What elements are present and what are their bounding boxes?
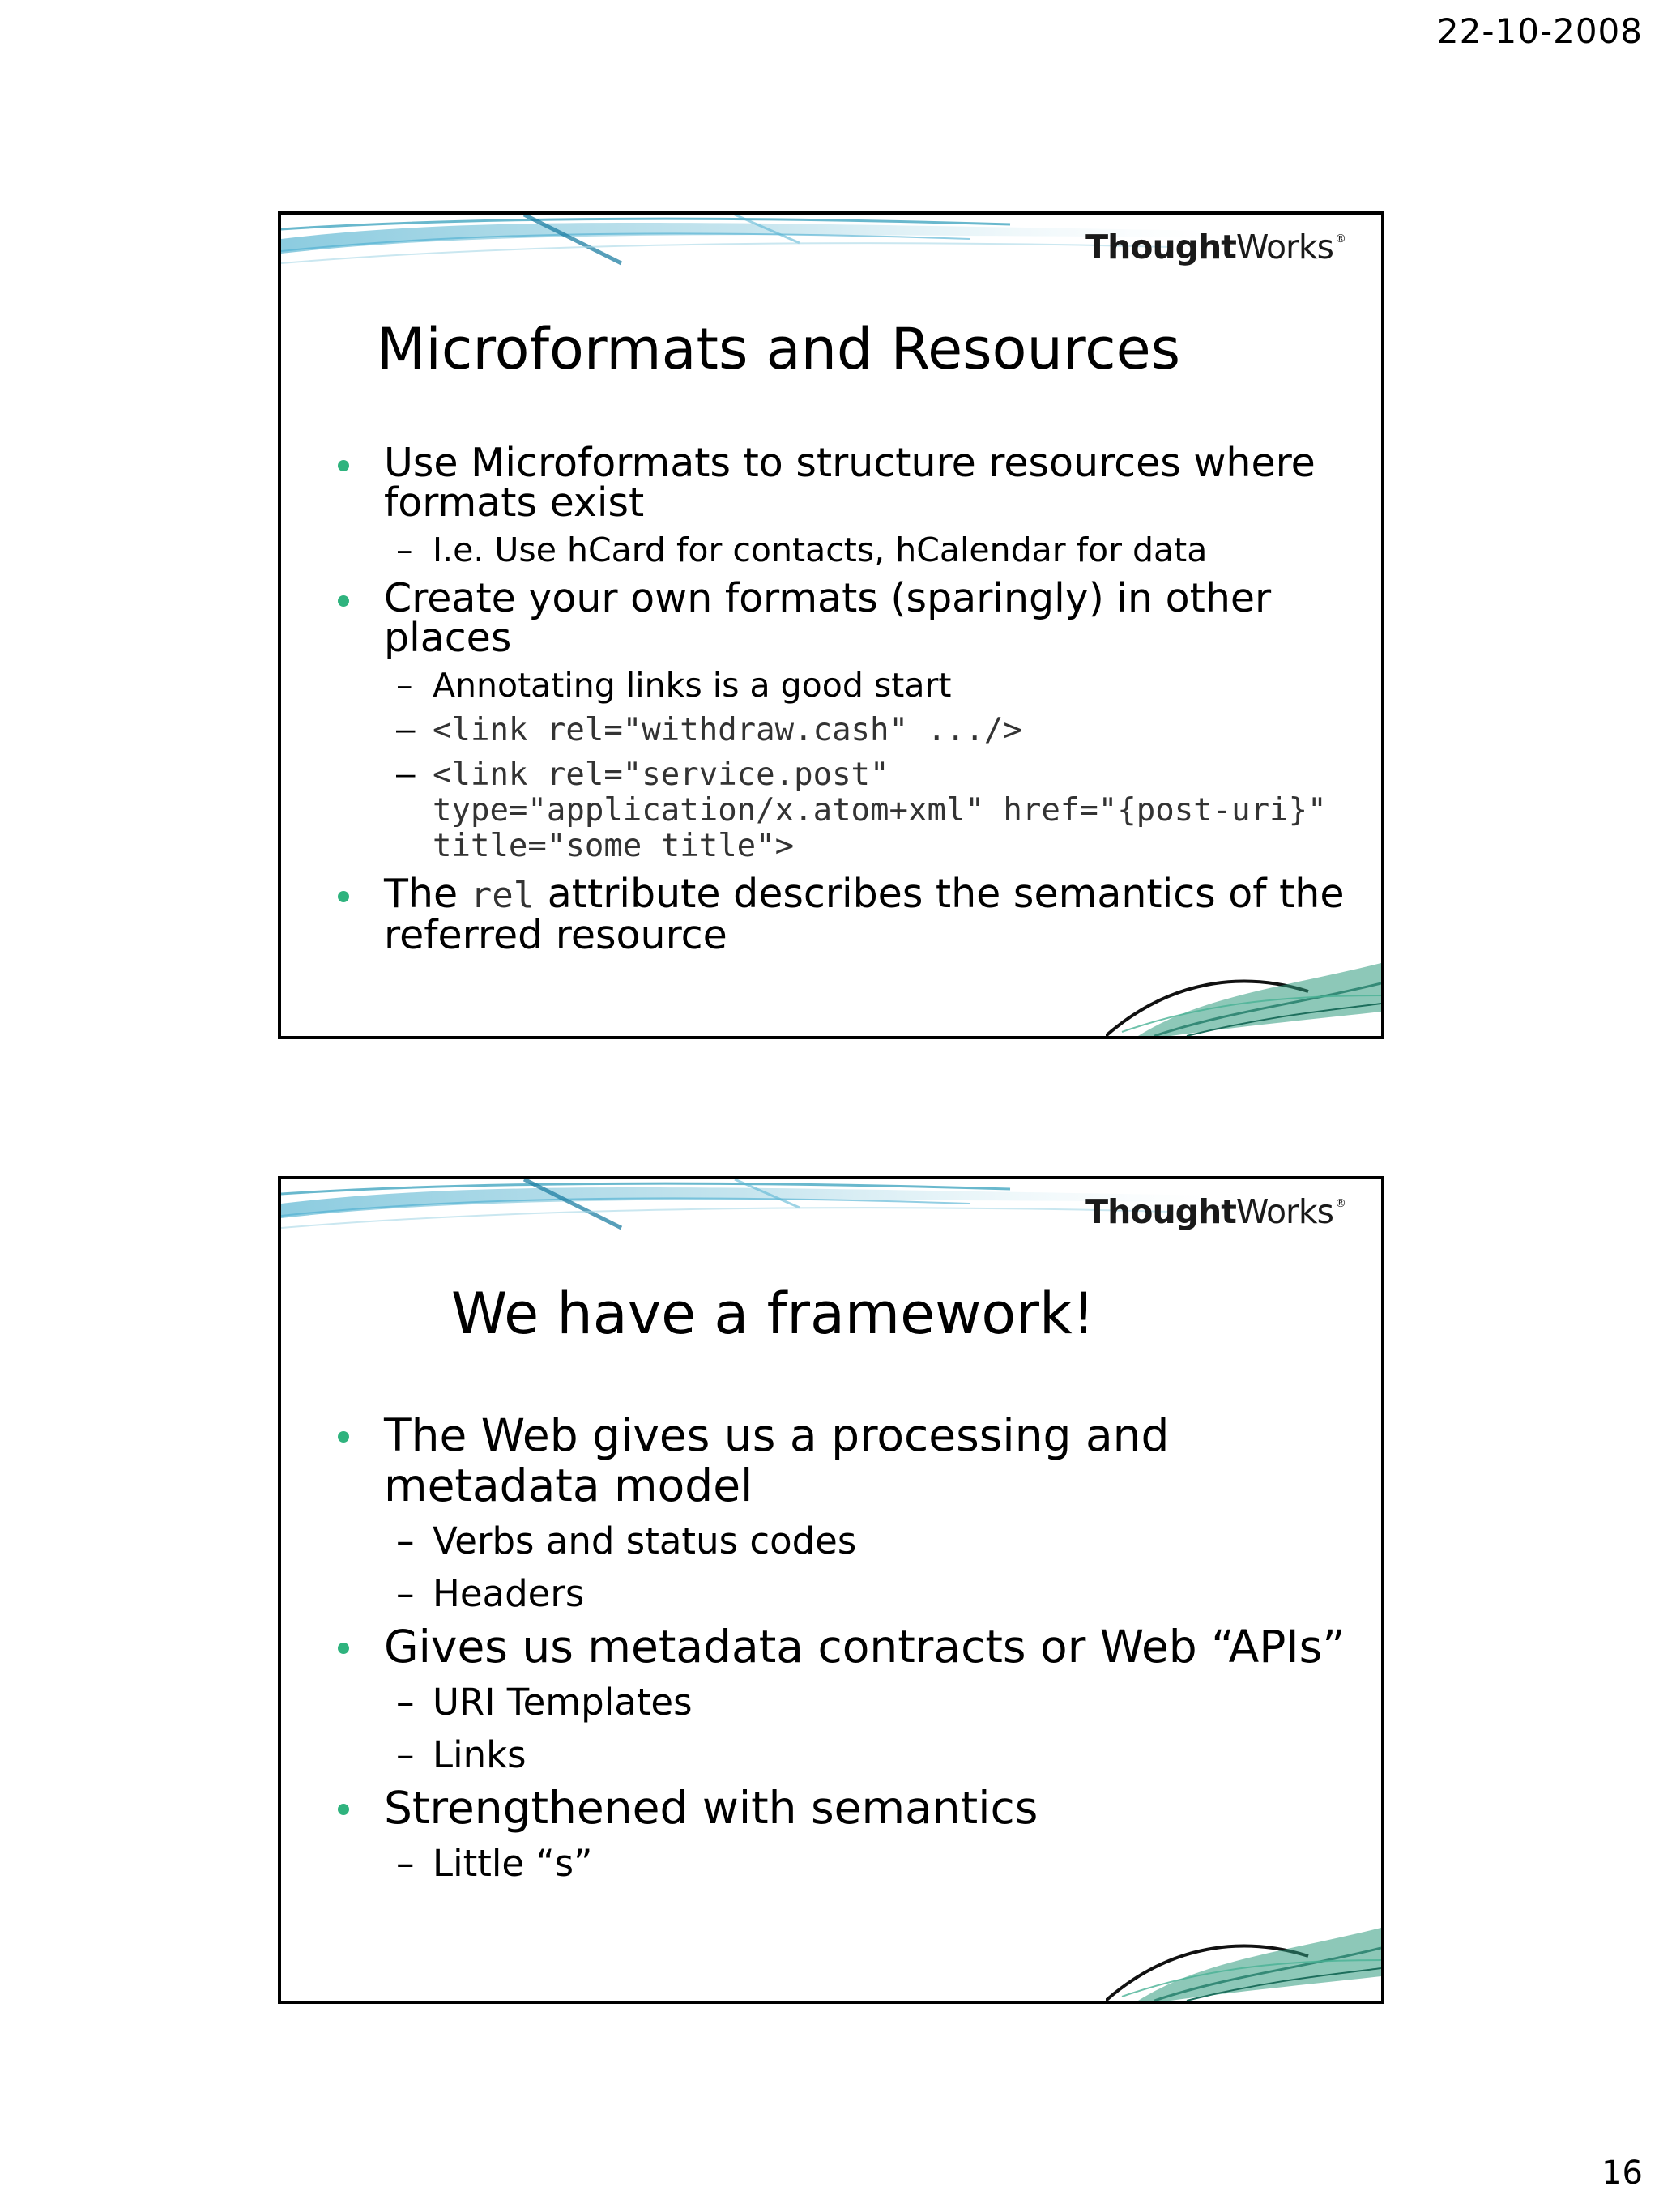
bullet-item [338,575,1357,864]
bullet-text: Strengthened with semantics [384,1782,1038,1834]
bullet-text: Create your own formats (sparingly) in other places [384,575,1272,661]
sub-bullet-item: – Annotating links is a good start [396,666,952,705]
bullet-dot-icon [338,595,349,607]
print-date: 22-10-2008 [1436,11,1643,51]
bullet-item: The rel attribute describes the semantics of the referred resource [338,874,1357,955]
sub-bullet-item: – Little “s” [396,1842,593,1885]
sub-bullet-item: – Links [396,1733,527,1776]
bullet-item [338,440,1357,569]
inline-code: rel [470,875,535,916]
bullet-list [338,433,1357,958]
sub-bullet-item: – I.e. Use hCard for contacts, hCalendar for data [396,531,1208,569]
slide-title: Microformats and Resources [377,316,1181,382]
code-sub-bullet: – <link rel="service.post" type="application/x.atom+xml" href="{post-uri}" title="some title"> [396,757,1327,864]
bullet-text: Use Microformats to structure resources where formats exist [384,440,1316,526]
bullet-item [338,1622,1357,1777]
bullet-dot-icon [338,891,349,902]
bullet-text: Gives us metadata contracts or Web “APIs” [384,1621,1346,1673]
bullet-dot-icon [338,1431,349,1443]
code-sub-bullet: – <link rel="withdraw.cash" .../> [396,712,1022,748]
footer-swoosh-graphic [1106,947,1381,1036]
slide-title: We have a framework! [451,1281,1095,1347]
bullet-list [338,1404,1357,1886]
bullet-dot-icon [338,460,349,471]
sub-bullet-item: – Headers [396,1572,585,1615]
bullet-dot-icon [338,1804,349,1815]
bullet-item [338,1783,1357,1886]
slide-framework [278,1176,1384,2004]
slide-microformats [278,211,1384,1039]
bullet-item [338,1410,1357,1616]
bullet-dot-icon [338,1643,349,1654]
thoughtworks-logo: ThoughtWorks ® [1085,228,1346,266]
page-number: 16 [1601,2154,1643,2192]
sub-bullet-item: – URI Templates [396,1681,693,1724]
bullet-text: The Web gives us a processing and metadata model [384,1409,1170,1511]
sub-bullet-item: – Verbs and status codes [396,1519,857,1562]
footer-swoosh-graphic [1106,1912,1381,2001]
thoughtworks-logo: ThoughtWorks ® [1085,1192,1346,1231]
